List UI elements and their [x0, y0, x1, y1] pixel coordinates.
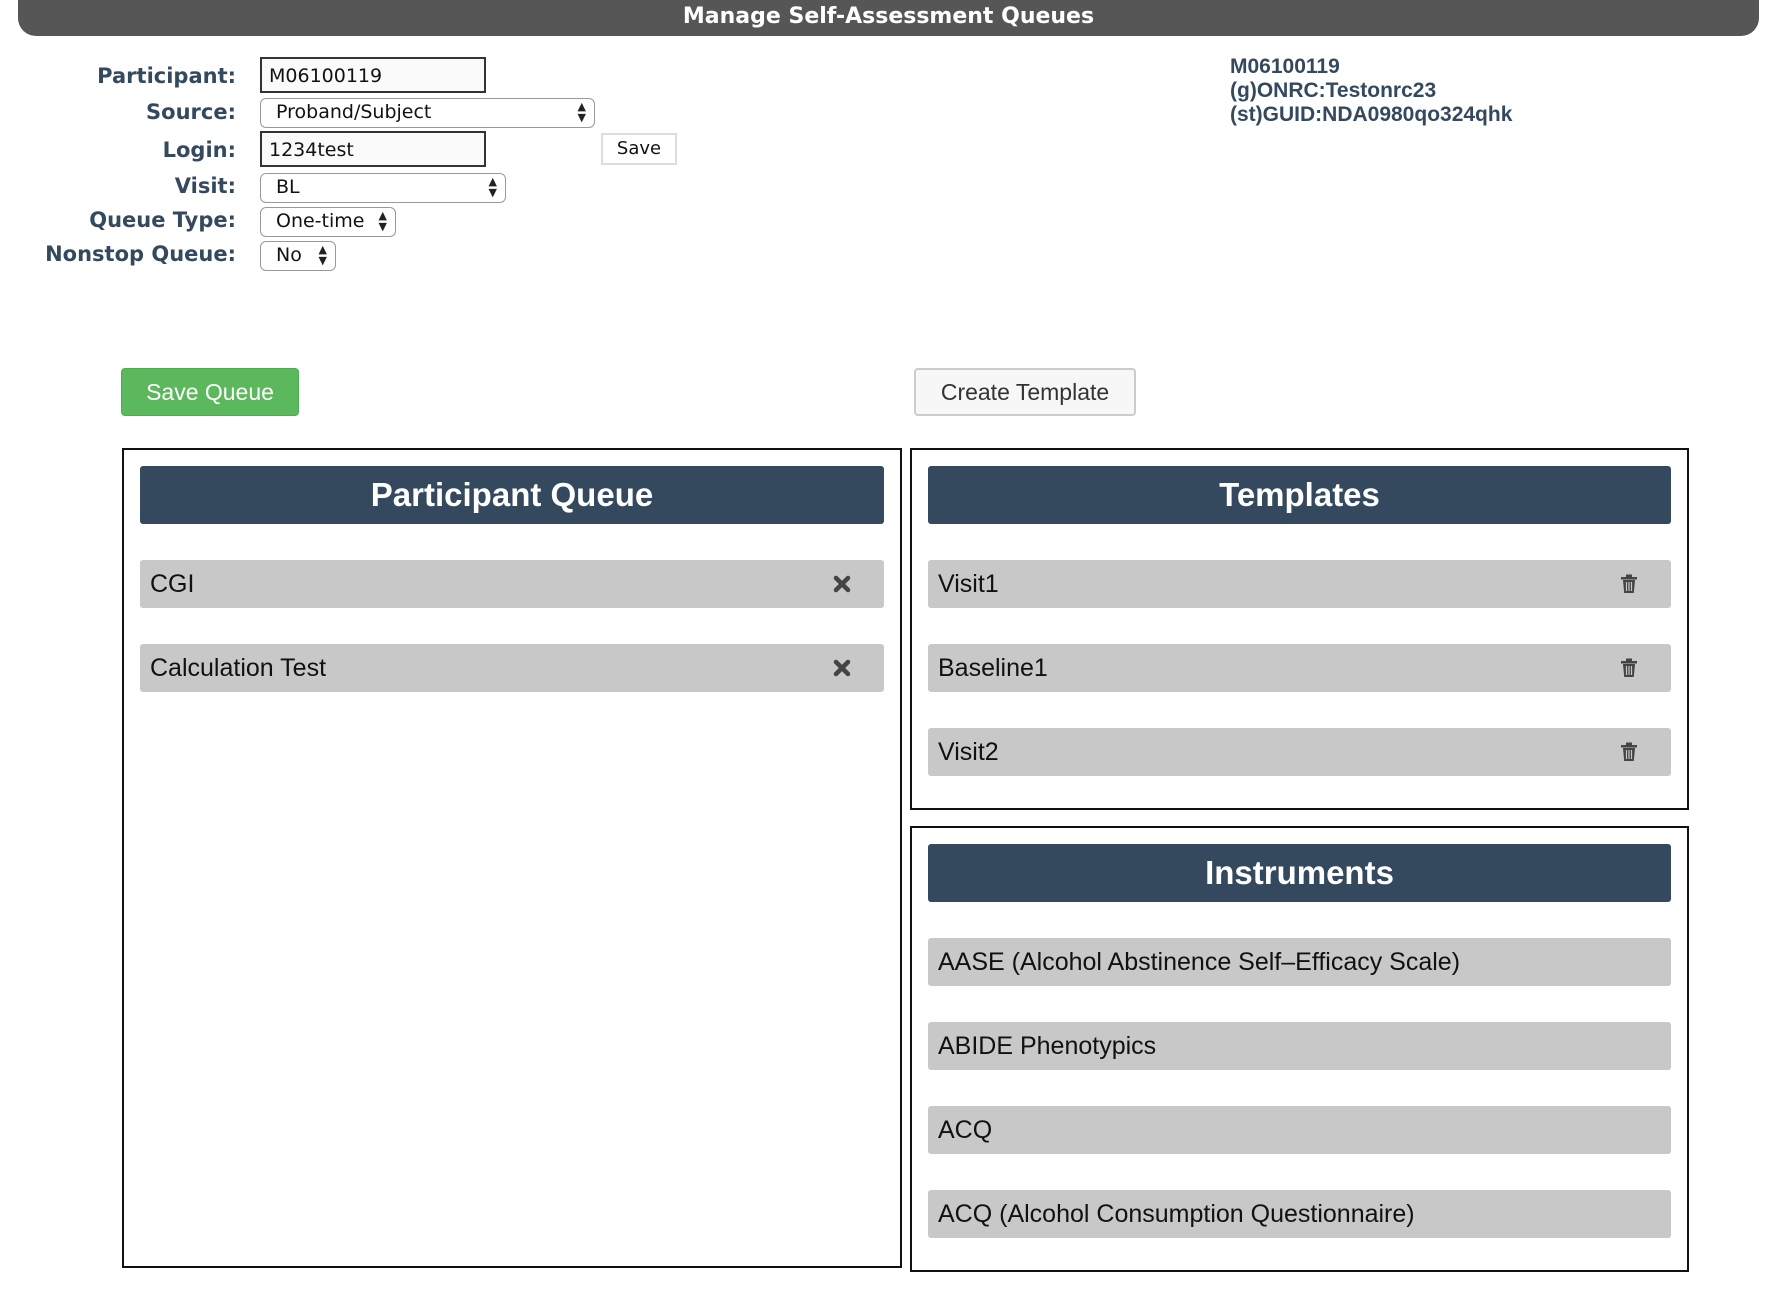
instrument-item-label: AASE (Alcohol Abstinence Self–Efficacy Scale)	[938, 948, 1461, 976]
save-queue-button[interactable]: Save Queue	[121, 368, 299, 416]
templates-header: Templates	[928, 466, 1671, 524]
instrument-item-label: ACQ (Alcohol Consumption Questionnaire)	[938, 1200, 1415, 1228]
queue-item-label: Calculation Test	[150, 654, 327, 682]
template-item-label: Visit1	[938, 570, 999, 598]
nonstop-queue-select[interactable]	[260, 241, 336, 271]
source-select-value: Proband/Subject	[276, 101, 432, 123]
instrument-item-label: ABIDE Phenotypics	[938, 1032, 1157, 1060]
select-arrows-icon: ▲ ▼	[488, 175, 497, 199]
instrument-item[interactable]	[928, 1106, 1671, 1154]
visit-select[interactable]	[260, 173, 506, 203]
queue-item[interactable]	[140, 560, 884, 608]
template-item-label: Baseline1	[938, 654, 1048, 682]
source-select[interactable]	[260, 98, 595, 128]
source-label: Source:	[146, 100, 236, 124]
queue-item[interactable]	[140, 644, 884, 692]
trash-icon[interactable]	[1617, 728, 1641, 776]
template-item[interactable]	[928, 728, 1671, 776]
select-arrows-icon: ▲ ▼	[378, 209, 387, 233]
instrument-item[interactable]	[928, 1190, 1671, 1238]
participant-info-id: M06100119	[1230, 55, 1340, 78]
participant-info	[1230, 55, 1512, 127]
queue-type-label: Queue Type:	[89, 208, 236, 232]
queue-type-select-value: One-time	[276, 210, 365, 232]
participant-info-group: (g)ONRC:Testonrc23	[1230, 79, 1437, 102]
instrument-item[interactable]	[928, 938, 1671, 986]
nonstop-queue-label: Nonstop Queue:	[45, 242, 236, 266]
templates-panel	[910, 448, 1689, 810]
participant-queue-panel	[122, 448, 902, 1268]
template-item[interactable]	[928, 560, 1671, 608]
template-item-label: Visit2	[938, 738, 999, 766]
instrument-item[interactable]	[928, 1022, 1671, 1070]
trash-icon[interactable]	[1617, 560, 1641, 608]
login-label: Login:	[162, 138, 236, 162]
participant-input[interactable]: M06100119	[260, 57, 486, 93]
queue-type-select[interactable]	[260, 207, 396, 237]
create-template-button[interactable]: Create Template	[914, 368, 1136, 416]
participant-info-guid: (st)GUID:NDA0980qo324qhk	[1230, 103, 1513, 126]
trash-icon[interactable]	[1617, 644, 1641, 692]
visit-label: Visit:	[174, 174, 236, 198]
select-arrows-icon: ▲ ▼	[577, 100, 586, 124]
instrument-item-label: ACQ	[938, 1116, 993, 1144]
remove-icon[interactable]	[830, 644, 854, 692]
page-title: Manage Self-Assessment Queues	[18, 0, 1759, 36]
remove-icon[interactable]	[830, 560, 854, 608]
login-save-button[interactable]: Save	[601, 133, 677, 165]
login-input[interactable]: 1234test	[260, 131, 486, 167]
select-arrows-icon: ▲ ▼	[318, 243, 327, 267]
template-item[interactable]	[928, 644, 1671, 692]
visit-select-value: BL	[276, 176, 300, 198]
participant-queue-header: Participant Queue	[140, 466, 884, 524]
instruments-panel	[910, 826, 1689, 1272]
participant-label: Participant:	[97, 64, 236, 88]
queue-item-label: CGI	[150, 570, 195, 598]
instruments-header: Instruments	[928, 844, 1671, 902]
nonstop-queue-select-value: No	[276, 244, 302, 266]
